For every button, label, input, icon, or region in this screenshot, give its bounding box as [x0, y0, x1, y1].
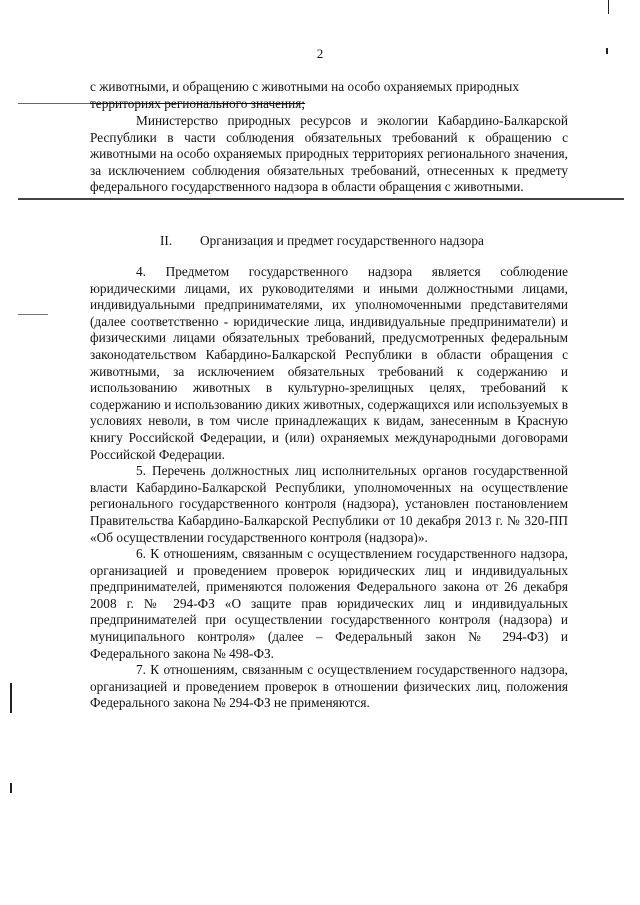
scan-mark	[606, 48, 608, 54]
ministry-paragraph: Министерство природных ресурсов и экологии Кабардино-Балкарской Республики в части соблюдения обязательных требований к обращению с животными на особо охраняемых природных территориях регионального значения, за исключением соблюдения обязательных требований, отнесенных к предмету федерального государственного надзора в области обращения с животными.	[90, 113, 568, 195]
paragraph-5: 5. Перечень должностных лиц исполнительных органов государственной власти Кабардино-Балкарской Республики, уполномоченных на осуществление регионального государственного контроля (надзора), установлен постановлением Правительства Кабардино-Балкарской Республики от 10 декабря 2013 г. № 320-ПП «Об осуществлении государственного контроля (надзора)».	[90, 463, 568, 545]
scan-mark	[608, 0, 609, 14]
paragraph-6: 6. К отношениям, связанным с осуществлением государственного надзора, организацией и проведением проверок юридических лиц и индивидуальных предпринимателей, применяются положения Федерального закона от 26 декабря 2008 г. № 294-ФЗ «О защите прав юридических лиц и индивидуальных предпринимателей при осуществлении государственного контроля (надзора) и муниципального контроля» (далее – Федеральный закон № 294-ФЗ) и Федерального закона № 498-ФЗ.	[90, 546, 568, 661]
section-heading	[160, 233, 484, 249]
ministry-block	[90, 113, 568, 196]
page-number: 2	[316, 46, 324, 61]
continuation-line-2: территориях регионального значения;	[90, 95, 306, 111]
scan-line	[18, 103, 90, 104]
scan-line	[18, 314, 48, 315]
paragraph-4: 4. Предметом государственного надзора является соблюдение юридическими лицами, их руководителями и иными должностными лицами, индивидуальными предпринимателями, их уполномоченными представителями (далее соответственно - юридические лица, индивидуальные предприниматели) и физическими лицами обязательных требований, предусмотренных федеральным законодательством Кабардино-Балкарской Республики в области обращения с животными, за исключением обязательных требований к содержанию и использованию животных в культурно-зрелищных целях, требований к содержанию и использованию диких животных, содержащихся или используемых в условиях неволи, в том числе принадлежащих к видам, занесенным в Красную книгу Российской Федерации, и (или) охраняемых международными договорами Российской Федерации.	[90, 264, 568, 462]
scan-line	[18, 198, 624, 200]
scan-mark	[10, 783, 12, 793]
scan-mark	[10, 683, 12, 713]
section-number: II.	[160, 233, 173, 248]
section-title: Организация и предмет государственного надзора	[200, 233, 484, 248]
continuation-line-1: с животными, и обращению с животными на особо охраняемых природных	[90, 79, 520, 94]
section-body	[90, 264, 568, 712]
paragraph-7: 7. К отношениям, связанным с осуществлением государственного надзора, организацией и проведением проверок в отношении физических лиц, положения Федерального закона № 294-ФЗ не применяются.	[90, 662, 568, 711]
continuation-block	[90, 79, 568, 112]
